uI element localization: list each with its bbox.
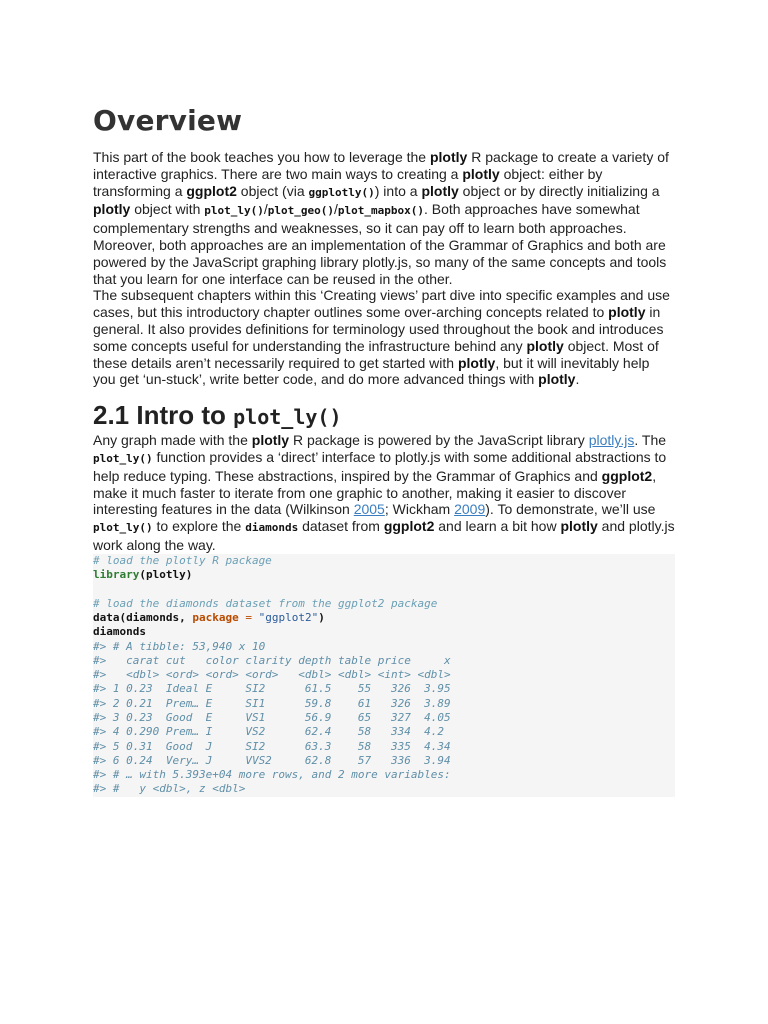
section-heading-code: plot_ly() (233, 405, 342, 430)
text: Any graph made with the (93, 432, 252, 449)
code-text: ) (318, 610, 325, 624)
code-output-line: #> # A tibble: 53,940 x 10 (93, 639, 266, 653)
text: dataset from (298, 518, 384, 535)
inline-code: plot_mapbox() (337, 204, 424, 218)
text: The subsequent chapters within this ‘Creating views’ part dive into specific examples and use cases, but this introductory chapter outlines some over-arching concepts related to (93, 287, 670, 321)
text: . The (634, 432, 667, 449)
overview-paragraph-1 (93, 149, 675, 287)
bold-text: plotly (538, 371, 576, 388)
text: ) into a (374, 182, 422, 199)
bold-text: plotly (608, 304, 646, 321)
bold-text: ggplot2 (601, 467, 653, 484)
text: object. Most of these details aren’t necessarily required to get started with (93, 337, 659, 371)
text: and learn a bit how (434, 518, 561, 535)
code-string: "ggplot2" (258, 610, 319, 624)
code-text: ) (185, 568, 193, 582)
bold-text: plotly (251, 432, 290, 449)
section-heading (93, 400, 675, 432)
code-text: diamonds (93, 625, 146, 639)
citation-link-wilkinson[interactable]: 2005 (353, 501, 385, 518)
code-output-line: #> 3 0.23 Good E VS1 56.9 65 327 4.05 (93, 711, 451, 724)
text: to explore the (152, 518, 246, 535)
citation-link-wickham[interactable]: 2009 (454, 501, 486, 518)
code-keyword: package (192, 610, 239, 624)
inline-code: ggplotly() (308, 185, 375, 199)
inline-code: diamonds (245, 521, 299, 535)
section-heading-text: 2.1 Intro to (93, 400, 234, 431)
bold-text: ggplot2 (383, 518, 435, 535)
code-text: ( (119, 610, 127, 624)
code-output-line: #> 1 0.23 Ideal E SI2 61.5 55 326 3.95 (93, 682, 451, 696)
text: This part of the book teaches you how to leverage the (93, 149, 430, 165)
code-block[interactable] (93, 554, 675, 797)
code-text: diamonds, (126, 610, 193, 624)
text: object: either by transforming a (93, 165, 603, 199)
section-paragraph (93, 432, 675, 554)
bold-text: plotly (560, 518, 598, 535)
overview-paragraph-2 (93, 287, 675, 388)
bold-text: ggplot2 (186, 182, 237, 199)
text: function provides a ‘direct’ interface to plotly.js with some additional abstractions to help reduce typing. These abstractions, inspired by the Grammar of Graphics and (93, 448, 667, 484)
text: object (via (236, 182, 309, 199)
code-output-line: #> <dbl> <ord> <ord> <ord> <dbl> <dbl> <int> <dbl> (93, 668, 451, 682)
bold-text: plotly (429, 149, 468, 165)
text: , but it will inevitably help you get ‘un-stuck’, write better code, and do more advanced things with (93, 354, 650, 388)
text: ). To demonstrate, we’ll use (485, 501, 656, 518)
bold-text: plotly (93, 201, 131, 218)
code-comment: # load the plotly R package (93, 553, 272, 567)
code-output-line: #> # y <dbl>, z <dbl> (93, 782, 246, 796)
plotlyjs-link[interactable]: plotly.js (588, 432, 635, 449)
inline-code: plot_geo() (267, 204, 335, 218)
document-body (93, 104, 675, 797)
text: object with (130, 201, 205, 218)
text: / (334, 201, 338, 218)
code-output-line: #> 5 0.31 Good J SI2 63.3 58 335 4.34 (93, 739, 451, 753)
code-function: data (93, 610, 120, 624)
text: R package is powered by the JavaScript library (289, 432, 589, 449)
code-output-line: #> 2 0.21 Prem… E SI1 59.8 61 326 3.89 (93, 696, 451, 710)
text: R package to create a variety of interactive graphics. There are two main ways to creating a (93, 149, 669, 182)
bold-text: plotly (462, 165, 500, 182)
inline-code: plot_ly() (204, 204, 264, 218)
text: , make it much faster to iterate from one graphic to another, making it easier to discover interesting features in the data (Wilkinson (93, 467, 657, 518)
inline-code: plot_ly() (93, 521, 153, 535)
code-text: plotly (145, 568, 186, 582)
code-output-line: #> # … with 5.393e+04 more rows, and 2 more variables: (93, 768, 451, 782)
text: . (575, 371, 580, 388)
code-function: library (93, 568, 140, 582)
bold-text: plotly (421, 182, 459, 199)
text: / (263, 201, 268, 218)
code-output-line: #> 4 0.290 Prem… I VS2 62.4 58 334 4.2 (93, 725, 444, 739)
bold-text: plotly (526, 337, 564, 354)
code-comment: # load the diamonds dataset from the ggplot2 package (93, 596, 438, 610)
text: . Both approaches have somewhat complementary strengths and weaknesses, so it can pay off to learn both approaches. Moreover, both approaches are an implementation of the Grammar of Graphics and both are powered by the JavaScript graphing library plotly.js, so many of the same concepts and tools that you learn for one interface can be reused in the other. (93, 201, 667, 287)
code-output-line: #> 6 0.24 Very… J VVS2 62.8 57 336 3.94 (93, 753, 451, 767)
code-output-line: #> carat cut color clarity depth table price x (93, 653, 451, 667)
text: object or by directly initializing a (458, 182, 660, 199)
code-text: ( (139, 568, 146, 582)
text: and plotly.js work along the way. (93, 518, 675, 553)
overview-heading: Overview (93, 104, 243, 137)
code-operator: = (238, 610, 259, 624)
inline-code: plot_ly() (93, 451, 153, 465)
text: in general. It also provides definitions for terminology used throughout the book and introduces some concepts useful for understanding the infrastructure behind any (93, 304, 664, 354)
bold-text: plotly (457, 354, 496, 371)
text: ; Wickham (384, 501, 455, 518)
